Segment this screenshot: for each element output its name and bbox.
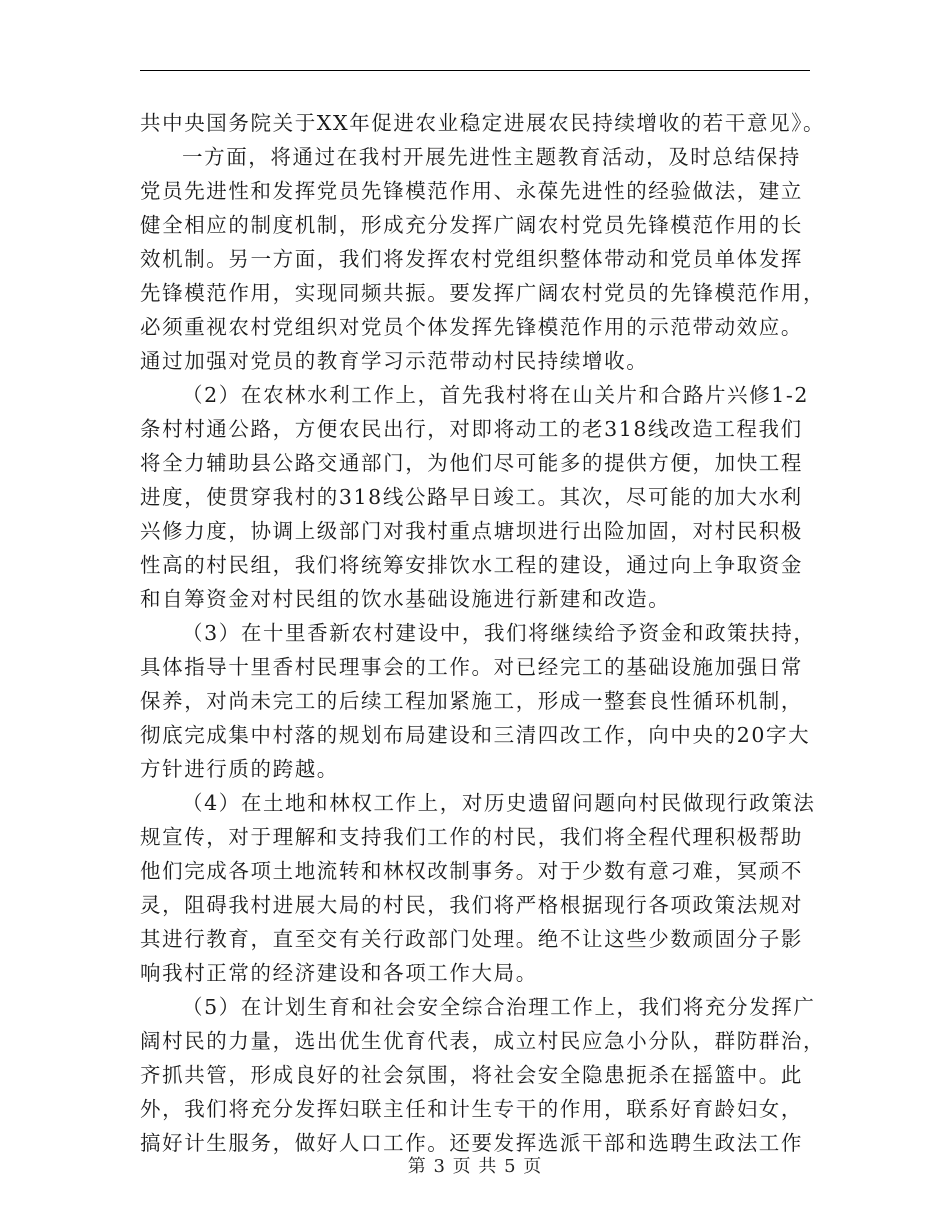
page-number: 第 3 页 共 5 页 [407,1156,543,1177]
paragraph-line: 具体指导十里香村民理事会的工作。对已经完工的基础设施加强日常 [140,655,803,679]
paragraph-line: 先锋模范作用，实现同频共振。要发挥广阔农村党员的先锋模范作用， [140,281,826,305]
paragraph-line: （4）在土地和林权工作上，对历史遗留问题向村民做现行政策法 [182,791,816,815]
paragraph-line: 他们完成各项土地流转和林权改制事务。对于少数有意刁难，冥顽不 [140,859,803,883]
paragraph-line: 必须重视农村党组织对党员个体发挥先锋模范作用的示范带动效应。 [140,315,803,339]
paragraph-line: 其进行教育，直至交有关行政部门处理。绝不让这些少数顽固分子影 [140,927,803,951]
paragraph-line: 效机制。另一方面，我们将发挥农村党组织整体带动和党员单体发挥 [140,247,803,271]
paragraph-line: 和自筹资金对村民组的饮水基础设施进行新建和改造。 [140,587,671,611]
paragraph-line: （5）在计划生育和社会安全综合治理工作上，我们将充分发挥广 [182,995,816,1019]
paragraph-line: 方针进行质的跨越。 [140,757,339,781]
paragraph-line: 通过加强对党员的教育学习示范带动村民持续增收。 [140,349,649,373]
paragraph-line: 阔村民的力量，选出优生优育代表，成立村民应急小分队，群防群治， [140,1029,826,1053]
paragraph-line: 进度，使贯穿我村的318线公路早日竣工。其次，尽可能的加大水利 [140,485,803,509]
paragraph-line: 外，我们将充分发挥妇联主任和计生专干的作用，联系好育龄妇女， [140,1097,803,1121]
paragraph-line: 健全相应的制度机制，形成充分发挥广阔农村党员先锋模范作用的长 [140,213,803,237]
header-rule [140,70,810,71]
paragraph-line: （3）在十里香新农村建设中，我们将继续给予资金和政策扶持， [182,621,816,645]
paragraph-line: 保养，对尚未完工的后续工程加紧施工，形成一整套良性循环机制， [140,689,803,713]
paragraph-line: 党员先进性和发挥党员先锋模范作用、永葆先进性的经验做法，建立 [140,179,803,203]
paragraph-line: 灵，阻碍我村进展大局的村民，我们将严格根据现行各项政策法规对 [140,893,803,917]
paragraph-line: 将全力辅助县公路交通部门，为他们尽可能多的提供方便，加快工程 [140,451,803,475]
paragraph-line: 兴修力度，协调上级部门对我村重点塘坝进行出险加固，对村民积极 [140,519,803,543]
paragraph-line: 性高的村民组，我们将统筹安排饮水工程的建设，通过向上争取资金 [140,553,803,577]
paragraph-line: 响我村正常的经济建设和各项工作大局。 [140,961,538,985]
paragraph-line: 彻底完成集中村落的规划布局建设和三清四改工作，向中央的20字大 [140,723,811,747]
paragraph-line: 搞好计生服务，做好人口工作。还要发挥选派干部和选聘生政法工作 [140,1131,803,1155]
paragraph-line: 共中央国务院关于XX年促进农业稳定进展农民持续增收的若干意见》。 [140,111,826,135]
paragraph-line: 一方面，将通过在我村开展先进性主题教育活动，及时总结保持 [182,145,801,169]
paragraph-line: （2）在农林水利工作上，首先我村将在山关片和合路片兴修1-2 [182,383,810,407]
paragraph-line: 齐抓共管，形成良好的社会氛围，将社会安全隐患扼杀在摇篮中。此 [140,1063,803,1087]
paragraph-line: 条村村通公路，方便农民出行，对即将动工的老318线改造工程我们 [140,417,803,441]
paragraph-line: 规宣传，对于理解和支持我们工作的村民，我们将全程代理积极帮助 [140,825,803,849]
document-body [140,106,826,1160]
